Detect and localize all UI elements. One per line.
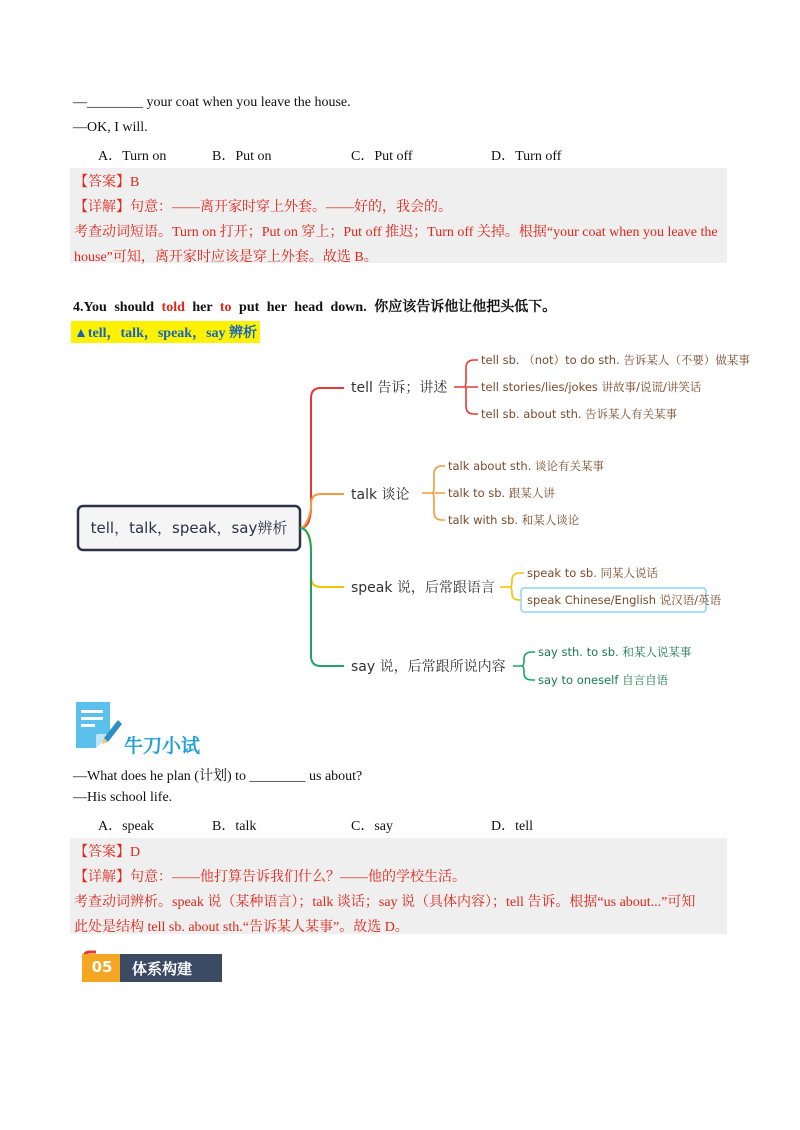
tell-item-1: tell sb. （not）to do sth. 告诉某人（不要）做某事 bbox=[481, 353, 750, 367]
say-item-2: say to oneself 自言自语 bbox=[538, 673, 669, 687]
practice-options bbox=[98, 815, 738, 835]
option-a: A．Turn on bbox=[98, 149, 167, 164]
branch-label-speak: speak 说，后常跟语言 bbox=[351, 580, 495, 596]
detail-line-2: 考查动词短语。Turn on 打开；Put on 穿上；Put off 推迟；Turn off 关掉。根据“your coat when you leave the bbox=[74, 225, 718, 240]
practice-detail-1: 【详解】句意：——他打算告诉我们什么？——他的学校生活。 bbox=[74, 870, 466, 885]
notepad-icon bbox=[74, 698, 124, 750]
answer-box bbox=[70, 168, 727, 263]
talk-item-1: talk about sth. 谈论有关某事 bbox=[448, 459, 605, 473]
question-line-2: —OK, I will. bbox=[73, 120, 148, 135]
answer-text: 【答案】B bbox=[74, 175, 140, 190]
tell-item-3: tell sb. about sth. 告诉某人有关某事 bbox=[481, 407, 678, 421]
practice-line-1: —What does he plan (计划) to ________ us about? bbox=[73, 769, 363, 784]
practice-title: 牛刀小试 bbox=[124, 735, 201, 757]
mind-map bbox=[0, 340, 800, 700]
say-sub-lines bbox=[513, 652, 535, 680]
detail-line-3: house”可知，离开家时应该是穿上外套。故选 B。 bbox=[74, 250, 378, 265]
detail-line-1: 【详解】句意：——离开家时穿上外套。——好的，我会的。 bbox=[74, 200, 452, 215]
talk-sub-lines bbox=[422, 466, 445, 520]
speak-item-1: speak to sb. 同某人说话 bbox=[527, 566, 659, 580]
sentence-start: 4.You should bbox=[73, 300, 162, 315]
practice-option-b: B．talk bbox=[212, 819, 257, 834]
highlight-word-to: to bbox=[219, 300, 232, 315]
talk-item-2: talk to sb. 跟某人讲 bbox=[448, 486, 555, 500]
section-badge bbox=[80, 950, 224, 984]
section-title: 体系构建 bbox=[132, 960, 193, 978]
practice-answer-box bbox=[70, 838, 727, 934]
practice-option-c: C．say bbox=[351, 819, 393, 834]
practice-option-a: A．speak bbox=[98, 819, 154, 834]
branch-line-speak bbox=[300, 528, 344, 587]
question-options bbox=[98, 145, 738, 165]
say-item-1: say sth. to sb. 和某人说某事 bbox=[538, 645, 692, 659]
sentence-middle: her bbox=[184, 300, 220, 315]
practice-line-2: —His school life. bbox=[73, 790, 173, 805]
section-number: 05 bbox=[91, 958, 113, 976]
practice-detail-2: 考查动词辨析。speak 说（某种语言）；talk 谈话；say 说（具体内容）；tell 告诉。根据“us about...”可知 bbox=[74, 895, 696, 910]
branch-label-tell: tell 告诉；讲述 bbox=[351, 380, 448, 396]
branch-label-talk: talk 谈论 bbox=[351, 487, 410, 503]
tell-sub-lines bbox=[454, 360, 478, 414]
sentence-end: put her head down. 你应该告诉他让他把头低下。 bbox=[231, 300, 557, 315]
branch-line-tell bbox=[300, 388, 344, 528]
option-d: D．Turn off bbox=[491, 149, 562, 164]
branch-line-talk bbox=[300, 494, 344, 528]
tell-item-2: tell stories/lies/jokes 讲故事/说谎/讲笑话 bbox=[481, 380, 702, 394]
branch-label-say: say 说，后常跟所说内容 bbox=[351, 659, 506, 675]
talk-item-3: talk with sb. 和某人谈论 bbox=[448, 513, 580, 527]
branch-line-say bbox=[300, 528, 344, 666]
key-sentence bbox=[73, 296, 556, 316]
highlight-word-told: told bbox=[161, 300, 185, 315]
speak-item-2: speak Chinese/English 说汉语/英语 bbox=[527, 593, 722, 607]
option-c: C．Put off bbox=[351, 149, 413, 164]
practice-detail-3: 此处是结构 tell sb. about sth.“告诉某人某事”。故选 D。 bbox=[74, 920, 409, 935]
question-line-1: —________ your coat when you leave the house. bbox=[73, 95, 351, 110]
practice-option-d: D．tell bbox=[491, 819, 533, 834]
highlight-heading: ▲tell，talk，speak，say 辨析 bbox=[71, 321, 260, 343]
practice-answer-text: 【答案】D bbox=[74, 845, 141, 860]
option-b: B．Put on bbox=[212, 149, 272, 164]
mindmap-root-label: tell，talk，speak，say辨析 bbox=[90, 519, 288, 537]
